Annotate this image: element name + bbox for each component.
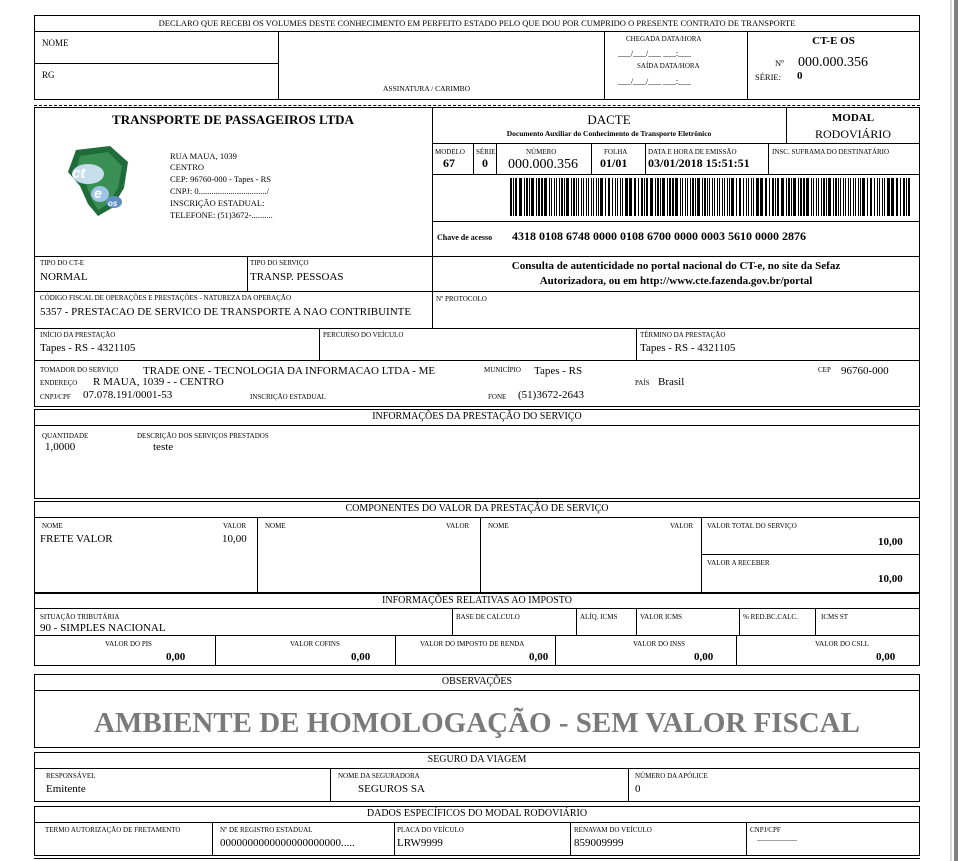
emitente-cnpj: CNPJ: 0................................/ <box>170 186 269 196</box>
fone-value: (51)3672-2643 <box>518 389 584 401</box>
barcode-bar <box>803 178 805 216</box>
barcode-bar <box>748 178 749 216</box>
barcode-bar <box>736 178 737 216</box>
saida-value: ___/___/___ ___:___ <box>618 76 691 86</box>
csll-label: VALOR DO CSLL <box>815 640 869 648</box>
chave-label: Chave de acesso <box>437 233 493 242</box>
barcode-bar <box>818 178 819 216</box>
barcode-bar <box>531 178 534 216</box>
protocolo-label: Nº PROTOCOLO <box>436 295 487 303</box>
barcode-bar <box>896 178 898 216</box>
barcode-bar <box>840 178 841 216</box>
barcode-bar <box>588 178 589 216</box>
barcode-bar <box>781 178 784 216</box>
homologacao-watermark: AMBIENTE DE HOMOLOGAÇÃO - SEM VALOR FISCAL <box>94 707 860 739</box>
barcode-bar <box>858 178 859 216</box>
barcode-bar <box>541 178 543 216</box>
inss-label: VALOR DO INSS <box>633 640 685 648</box>
barcode-bar <box>714 178 715 216</box>
dacte-title: DACTE <box>587 112 631 127</box>
total-label: VALOR TOTAL DO SERVIÇO <box>707 522 797 530</box>
termino-label: TÉRMINO DA PRESTAÇÃO <box>640 331 726 339</box>
tipo-cte-label: TIPO DO CT-E <box>40 259 85 267</box>
barcode-bar <box>617 178 618 216</box>
barcode-bar <box>605 178 606 216</box>
barcode-bar <box>529 178 530 216</box>
barcode-bar <box>695 178 696 216</box>
serie-value: 0 <box>482 156 488 170</box>
emitente-address: RUA MAUA, 1039 <box>170 151 237 161</box>
barcode-bar <box>576 178 577 216</box>
barcode-bar <box>906 178 907 216</box>
situacao-label: SITUAÇÃO TRIBUTÁRIA <box>40 613 120 621</box>
renavam-value: 859009999 <box>574 837 624 849</box>
barcode-bar <box>536 178 537 216</box>
barcode-bar <box>544 178 547 216</box>
barcode-bar <box>848 178 849 216</box>
municipio-value: Tapes - RS <box>534 365 583 377</box>
barcode-bar <box>717 178 718 216</box>
receipt-declaration: DECLARO QUE RECEBI OS VOLUMES DESTE CONHECIMENTO EM PERFEITO ESTADO PELO QUE DOU POR CUMPRIDO O PRESENTE CONTRATO DE TRANSPORTE <box>158 18 796 28</box>
svg-text:os: os <box>108 199 118 208</box>
barcode-bar <box>775 178 776 216</box>
cnpj-label: CNPJ/CPF <box>40 393 71 401</box>
barcode-bar <box>519 178 522 216</box>
barcode-bar <box>644 178 645 216</box>
seguro-title: SEGURO DA VIAGEM <box>427 754 527 765</box>
barcode-bar <box>855 178 856 216</box>
inicio-value: Tapes - RS - 4321105 <box>40 342 136 354</box>
barcode-bar <box>835 178 837 216</box>
termino-value: Tapes - RS - 4321105 <box>640 342 736 354</box>
barcode-bar <box>860 178 861 216</box>
quantidade-label: QUANTIDADE <box>42 432 89 440</box>
dacte-subtitle: Documento Auxiliar do Conhecimento de Transporte Eletrônico <box>506 129 712 138</box>
barcode-bar <box>687 178 688 216</box>
tomador-cep-label: CEP <box>818 366 831 374</box>
barcode-bar <box>838 178 839 216</box>
emitente-phone: TELEFONE: (51)3672-.......... <box>170 210 273 220</box>
barcode-bar <box>551 178 552 216</box>
consulta-line2: Autorizadora, ou em http://www.cte.fazenda.gov.br/portal <box>539 275 813 287</box>
barcode-bar <box>596 178 597 216</box>
seguradora-value: SEGUROS SA <box>358 783 425 795</box>
barcode-bar <box>564 178 565 216</box>
barcode-bar <box>598 178 599 216</box>
cnpjcpf-value: .................... <box>757 834 797 843</box>
receipt-numero-value: 000.000.356 <box>798 55 868 70</box>
pis-label: VALOR DO PIS <box>105 640 152 648</box>
fone-label: FONE <box>488 393 507 401</box>
comp-valor-label-2: VALOR <box>446 522 470 530</box>
cofins-value: 0,00 <box>351 651 371 663</box>
barcode <box>510 178 911 216</box>
barcode-bar <box>583 178 584 216</box>
endereco-value: R MAUA, 1039 - - CENTRO <box>93 376 224 388</box>
barcode-bar <box>712 178 713 216</box>
barcode-bar <box>685 178 686 216</box>
barcode-bar <box>731 178 734 216</box>
numero-value: 000.000.356 <box>508 157 578 172</box>
barcode-bar <box>743 178 744 216</box>
pis-value: 0,00 <box>166 651 186 663</box>
barcode-bar <box>845 178 846 216</box>
servico-title: INFORMAÇÕES DA PRESTAÇÃO DO SERVIÇO <box>372 411 582 422</box>
observacoes-title: OBSERVAÇÕES <box>441 676 513 687</box>
barcode-bar <box>882 178 883 216</box>
emitente-name: TRANSPORTE DE PASSAGEIROS LTDA <box>112 112 354 127</box>
barcode-bar <box>526 178 528 216</box>
nome-label: NOME <box>42 38 69 48</box>
responsavel-value: Emitente <box>46 783 86 795</box>
barcode-bar <box>850 178 851 216</box>
barcode-bar <box>612 178 613 216</box>
barcode-bar <box>559 178 560 216</box>
barcode-bar <box>586 178 587 216</box>
barcode-bar <box>751 178 752 216</box>
receipt-doc-title: CT-E OS <box>812 35 855 47</box>
barcode-bar <box>593 178 594 216</box>
consulta-line1: Consulta de autenticidade no portal nacional do CT-e, no site da Sefaz <box>511 260 841 272</box>
assinatura-label: ASSINATURA / CARIMBO <box>383 84 471 93</box>
ir-value: 0,00 <box>529 651 549 663</box>
barcode-bar <box>788 178 790 216</box>
chegada-value: ___/___/___ ___:___ <box>618 48 691 58</box>
inicio-label: INÍCIO DA PRESTAÇÃO <box>40 331 116 339</box>
barcode-bar <box>867 178 868 216</box>
inss-value: 0,00 <box>694 651 714 663</box>
comp-item-value: 10,00 <box>222 533 247 545</box>
barcode-bar <box>566 178 569 216</box>
ir-label: VALOR DO IMPOSTO DE RENDA <box>420 640 525 648</box>
barcode-bar <box>900 178 901 216</box>
barcode-bar <box>513 178 514 216</box>
barcode-bar <box>620 178 621 216</box>
barcode-bar <box>760 178 763 216</box>
saida-label: SAÍDA DATA/HORA <box>637 62 700 70</box>
insc-suframa-label: INSC. SUFRAMA DO DESTINATÁRIO <box>772 148 890 156</box>
base-label: BASE DE CALCULO <box>456 613 520 621</box>
barcode-bar <box>660 178 661 216</box>
comp-valor-label-1: VALOR <box>223 522 247 530</box>
seguradora-label: NOME DA SEGURADORA <box>338 772 420 780</box>
descricao-value: teste <box>153 441 174 453</box>
placa-label: PLACA DO VEÍCULO <box>397 826 464 834</box>
barcode-bar <box>662 178 665 216</box>
barcode-bar <box>702 178 703 216</box>
barcode-bar <box>561 178 563 216</box>
aliq-label: ALÍQ. ICMS <box>580 613 618 621</box>
barcode-bar <box>690 178 691 216</box>
pais-value: Brasil <box>658 376 685 388</box>
barcode-bar <box>791 178 792 216</box>
barcode-bar <box>765 178 767 216</box>
cut-line <box>34 105 920 106</box>
barcode-bar <box>667 178 668 216</box>
barcode-bar <box>524 178 525 216</box>
barcode-bar <box>538 178 540 216</box>
receber-label: VALOR A RECEBER <box>707 559 770 567</box>
barcode-bar <box>591 178 592 216</box>
comp-nome-label-1: NOME <box>42 522 63 530</box>
barcode-bar <box>769 178 770 216</box>
tipo-servico-value: TRANSP. PESSOAS <box>250 271 344 283</box>
emitente-district: CENTRO <box>170 162 204 172</box>
comp-item-name: FRETE VALOR <box>40 533 113 545</box>
rg-label: RG <box>42 70 55 80</box>
total-value: 10,00 <box>878 536 903 548</box>
barcode-bar <box>709 178 710 216</box>
barcode-bar <box>657 178 659 216</box>
barcode-bar <box>600 178 603 216</box>
chegada-label: CHEGADA DATA/HORA <box>626 35 702 43</box>
barcode-bar <box>573 178 575 216</box>
barcode-bar <box>578 178 579 216</box>
cofins-label: VALOR COFINS <box>290 640 340 648</box>
valor-icms-label: VALOR ICMS <box>640 613 683 621</box>
modelo-label: MODELO <box>435 148 465 156</box>
barcode-bar <box>887 178 890 216</box>
barcode-bar <box>806 178 809 216</box>
barcode-bar <box>634 178 636 216</box>
barcode-bar <box>800 178 802 216</box>
cte-os-logo <box>58 142 136 220</box>
barcode-bar <box>682 178 683 216</box>
barcode-bar <box>753 178 754 216</box>
municipio-label: MUNICÍPIO <box>484 366 521 374</box>
barcode-bar <box>697 178 700 216</box>
termo-label: TERMO AUTORIZAÇÃO DE FRETAMENTO <box>45 826 181 834</box>
barcode-bar <box>884 178 885 216</box>
barcode-bar <box>828 178 831 216</box>
barcode-bar <box>903 178 905 216</box>
barcode-bar <box>826 178 827 216</box>
folha-label: FOLHA <box>604 148 628 156</box>
barcode-bar <box>622 178 623 216</box>
modal-title: DADOS ESPECÍFICOS DO MODAL RODOVIÁRIO <box>366 808 588 819</box>
endereco-label: ENDEREÇO <box>40 379 78 387</box>
barcode-bar <box>638 178 639 216</box>
barcode-bar <box>891 178 894 216</box>
tomador-label: TOMADOR DO SERVIÇO <box>40 366 119 374</box>
barcode-bar <box>816 178 817 216</box>
componentes-title: COMPONENTES DO VALOR DA PRESTAÇÃO DE SERVIÇO <box>345 503 609 514</box>
barcode-bar <box>692 178 694 216</box>
modal-label: MODAL <box>831 112 875 124</box>
barcode-bar <box>786 178 787 216</box>
barcode-bar <box>608 178 610 216</box>
barcode-bar <box>727 178 728 216</box>
tipo-servico-label: TIPO DO SERVIÇO <box>250 259 309 267</box>
emitente-ie: INSCRIÇÃO ESTADUAL: <box>170 198 265 208</box>
barcode-bar <box>707 178 708 216</box>
imposto-title: INFORMAÇÕES RELATIVAS AO IMPOSTO <box>382 595 572 606</box>
registro-value: 0000000000000000000000..... <box>220 837 355 849</box>
receipt-serie-label: SÉRIE: <box>755 72 781 82</box>
logo-text: ct <box>72 165 86 182</box>
barcode-bar <box>729 178 730 216</box>
barcode-bar <box>556 178 557 216</box>
barcode-bar <box>655 178 656 216</box>
tomador-ie-label: INSCRIÇÃO ESTADUAL <box>250 393 326 401</box>
barcode-bar <box>870 178 872 216</box>
barcode-bar <box>746 178 747 216</box>
emissao-label: DATA E HORA DE EMISSÃO <box>648 148 737 156</box>
barcode-bar <box>874 178 875 216</box>
barcode-bar <box>843 178 844 216</box>
barcode-bar <box>641 178 643 216</box>
barcode-bar <box>821 178 822 216</box>
placa-value: LRW9999 <box>397 837 443 849</box>
barcode-bar <box>625 178 628 216</box>
percurso-label: PERCURSO DO VEÍCULO <box>323 331 404 339</box>
apolice-label: NÚMERO DA APÓLICE <box>635 772 708 780</box>
cfop-value: 5357 - PRESTACAO DE SERVICO DE TRANSPORTE A NAO CONTRIBUINTE <box>40 306 412 318</box>
barcode-bar <box>813 178 814 216</box>
barcode-bar <box>510 178 512 216</box>
barcode-bar <box>615 178 616 216</box>
barcode-bar <box>739 178 741 216</box>
cnpj-value: 07.078.191/0001-53 <box>83 389 173 401</box>
barcode-bar <box>877 178 878 216</box>
barcode-bar <box>833 178 834 216</box>
receipt-serie-value: 0 <box>797 70 803 82</box>
barcode-bar <box>724 178 725 216</box>
registro-label: Nº DE REGISTRO ESTADUAL <box>220 826 313 834</box>
modal-value: RODOVIÁRIO <box>815 127 891 141</box>
situacao-value: 90 - SIMPLES NACIONAL <box>40 622 166 634</box>
barcode-bar <box>862 178 865 216</box>
barcode-bar <box>879 178 880 216</box>
emitente-cep: CEP: 96760-000 - Tapes - RS <box>170 174 272 184</box>
icms-st-label: ICMS ST <box>821 613 849 621</box>
barcode-bar <box>675 178 678 216</box>
barcode-bar <box>823 178 825 216</box>
responsavel-label: RESPONSÁVEL <box>46 772 96 780</box>
numero-label: NÚMERO <box>526 148 557 156</box>
barcode-bar <box>581 178 582 216</box>
barcode-bar <box>646 178 648 216</box>
barcode-bar <box>554 178 555 216</box>
tomador-cep-value: 96760-000 <box>841 365 889 377</box>
modelo-value: 67 <box>443 156 455 170</box>
barcode-bar <box>719 178 720 216</box>
apolice-value: 0 <box>635 783 641 795</box>
quantidade-value: 1,0000 <box>45 441 76 453</box>
barcode-bar <box>549 178 550 216</box>
pais-label: PAÍS <box>635 379 650 387</box>
receipt-numero-label: Nº <box>775 58 784 68</box>
csll-value: 0,00 <box>876 651 896 663</box>
barcode-bar <box>722 178 723 216</box>
comp-valor-label-3: VALOR <box>670 522 694 530</box>
serie-label: SÉRIE <box>476 148 496 156</box>
barcode-bar <box>680 178 681 216</box>
emissao-value: 03/01/2018 15:51:51 <box>648 156 750 170</box>
barcode-bar <box>793 178 796 216</box>
tomador-value: TRADE ONE - TECNOLOGIA DA INFORMACAO LTDA - ME <box>143 365 436 377</box>
barcode-bar <box>772 178 774 216</box>
receber-value: 10,00 <box>878 573 903 585</box>
barcode-bar <box>571 178 572 216</box>
chave-value: 4318 0108 6748 0000 0108 6700 0000 0003 5610 0000 2876 <box>512 229 806 243</box>
barcode-bar <box>650 178 653 216</box>
barcode-bar <box>515 178 517 216</box>
descricao-label: DESCRIÇÃO DOS SERVIÇOS PRESTADOS <box>137 432 269 440</box>
tipo-cte-value: NORMAL <box>40 271 88 283</box>
comp-nome-label-3: NOME <box>488 522 509 530</box>
cnpjcpf-label: CNPJ/CPF <box>750 826 781 834</box>
barcode-bar <box>798 178 799 216</box>
barcode-bar <box>853 178 854 216</box>
red-label: % RED.BC.CALC. <box>743 613 798 621</box>
barcode-bar <box>908 178 910 216</box>
barcode-bar <box>756 178 759 216</box>
barcode-bar <box>777 178 779 216</box>
svg-text:e: e <box>94 185 102 201</box>
barcode-bar <box>672 178 674 216</box>
barcode-bar <box>629 178 632 216</box>
cfop-label: CÓDIGO FISCAL DE OPERAÇÕES E PRESTAÇÕES - NATUREZA DA OPERAÇÃO <box>40 294 292 302</box>
folha-value: 01/01 <box>600 156 628 170</box>
barcode-bar <box>669 178 671 216</box>
barcode-bar <box>704 178 706 216</box>
barcode-bar <box>811 178 812 216</box>
renavam-label: RENAVAM DO VEÍCULO <box>574 826 652 834</box>
comp-nome-label-2: NOME <box>265 522 286 530</box>
